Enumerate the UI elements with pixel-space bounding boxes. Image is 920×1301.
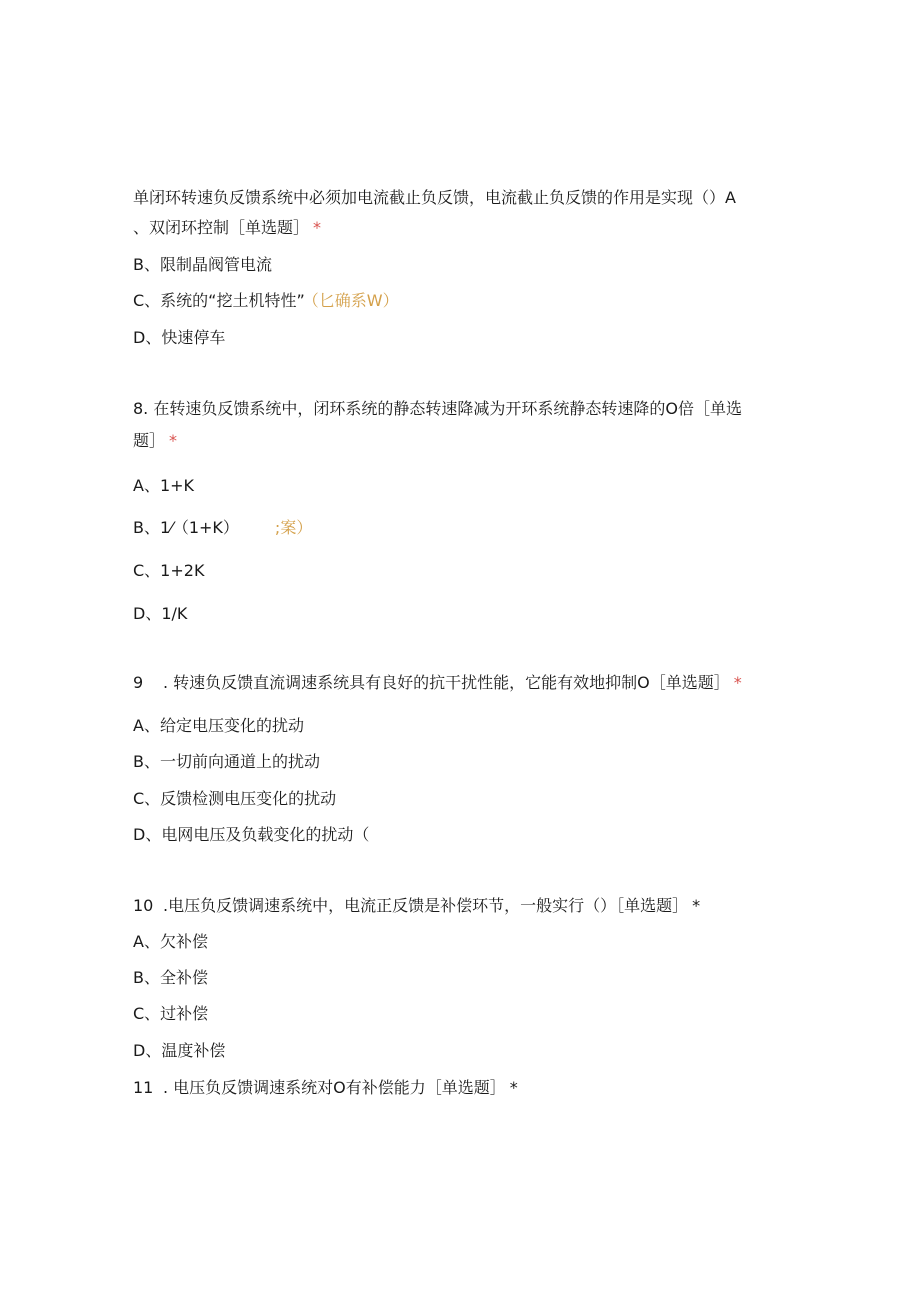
q8-option-c[interactable] — [133, 561, 204, 581]
q10-text-line — [133, 896, 700, 916]
option-label: C、系统的“挖土机特性” — [133, 291, 305, 310]
q8-option-b[interactable] — [133, 518, 312, 538]
option-label: B、全补偿 — [133, 968, 208, 987]
q7-text: 单闭环转速负反馈系统中必须加电流截止负反馈，电流截止负反馈的作用是实现（）A — [133, 188, 736, 207]
q10-number: 10 — [133, 896, 154, 915]
required-star: * — [692, 896, 701, 915]
option-label: C、1+2K — [133, 561, 205, 580]
q7-text-line2 — [133, 218, 321, 238]
required-star: * — [733, 673, 742, 692]
q7-option-d[interactable] — [133, 328, 225, 348]
option-label: D、温度补偿 — [133, 1041, 226, 1060]
answer-mark: ;案） — [274, 518, 313, 537]
q10-option-b[interactable] — [133, 968, 208, 988]
q9-option-a[interactable] — [133, 716, 304, 736]
q10-text: .电压负反馈调速系统中，电流正反馈是补偿环节，一般实行（）［单选题］ — [163, 896, 689, 915]
q9-number: 9 — [133, 673, 144, 692]
option-label: C、反馈检测电压变化的扰动 — [133, 789, 337, 808]
option-label: A、给定电压变化的扰动 — [133, 716, 304, 735]
q7-option-b[interactable] — [133, 255, 272, 275]
q7-text-line1 — [133, 188, 736, 208]
required-star: * — [313, 218, 322, 237]
required-star: * — [169, 431, 178, 450]
option-label: A、欠补偿 — [133, 932, 208, 951]
option-label: D、快速停车 — [133, 328, 226, 347]
q7-text-cont: 、双闭环控制［单选题］ — [133, 218, 310, 237]
q11-number: 11 — [133, 1078, 154, 1097]
q8-text-line2 — [133, 431, 177, 451]
option-label: B、一切前向通道上的扰动 — [133, 752, 320, 771]
option-label: B、限制晶阀管电流 — [133, 255, 272, 274]
q10-option-c[interactable] — [133, 1004, 208, 1024]
q9-text-line — [133, 673, 742, 693]
q8-text-line1 — [133, 399, 742, 419]
q9-option-c[interactable] — [133, 789, 336, 809]
q9-option-b[interactable] — [133, 752, 320, 772]
q8-text: 8. 在转速负反馈系统中，闭环系统的静态转速降减为开环系统静态转速降的O倍［单选 — [133, 399, 742, 418]
q9-text: . 转速负反馈直流调速系统具有良好的抗干扰性能，它能有效地抑制O［单选题］ — [163, 673, 730, 692]
q8-option-a[interactable] — [133, 476, 194, 496]
option-label: B、1⁄（1+K） — [133, 518, 239, 537]
q8-text-cont: 题］ — [133, 431, 166, 450]
option-label: D、1/K — [133, 604, 188, 623]
q10-option-d[interactable] — [133, 1041, 225, 1061]
option-label: D、电网电压及负载变化的扰动（ — [133, 825, 370, 844]
required-star: * — [509, 1078, 518, 1097]
q8-option-d[interactable] — [133, 604, 187, 624]
option-label: A、1+K — [133, 476, 195, 495]
answer-mark: （匕确系W） — [310, 291, 399, 310]
q7-option-c[interactable] — [133, 291, 399, 311]
q11-text: . 电压负反馈调速系统对O有补偿能力［单选题］ — [163, 1078, 506, 1097]
q11-text-line — [133, 1078, 518, 1098]
q10-option-a[interactable] — [133, 932, 208, 952]
option-label: C、过补偿 — [133, 1004, 209, 1023]
q9-option-d[interactable] — [133, 825, 369, 845]
